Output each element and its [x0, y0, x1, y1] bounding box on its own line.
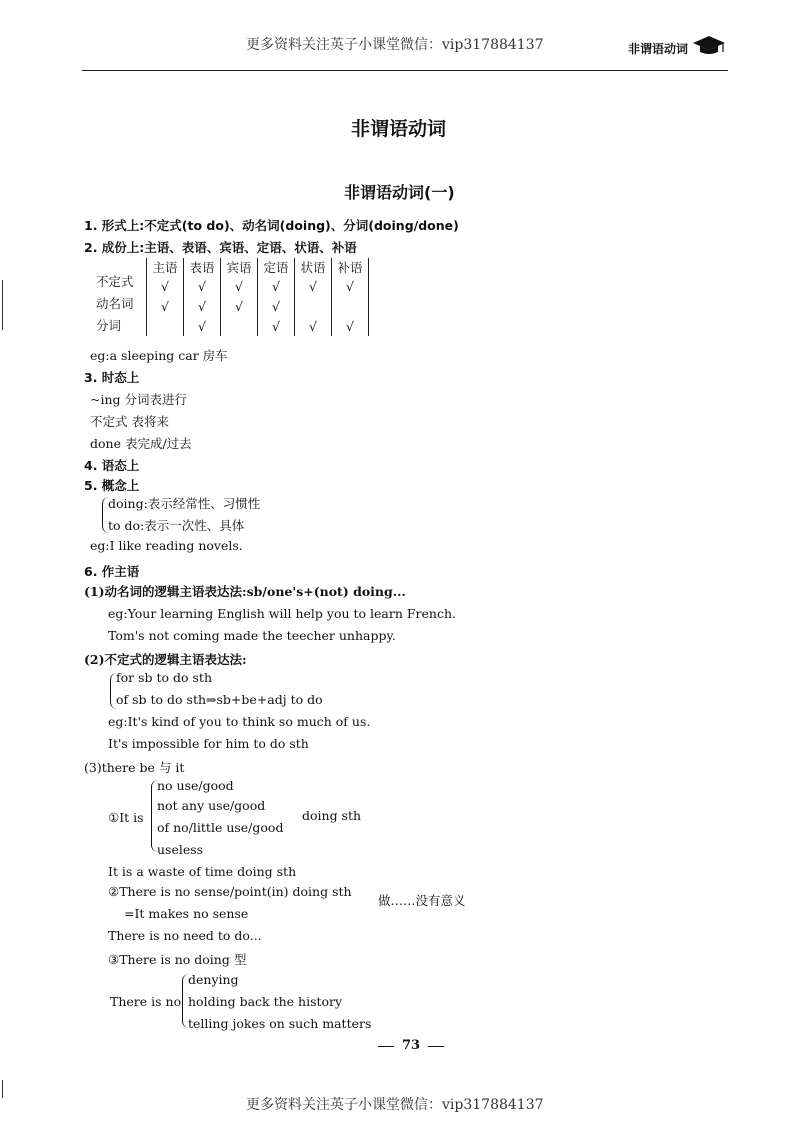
- edge-mark: [2, 1080, 3, 1098]
- point-1: 1. 形式上:不定式(to do)、动名词(doing)、分词(doing/done): [84, 218, 459, 233]
- tense-line: ~ing 分词表进行: [90, 392, 187, 407]
- there-option: telling jokes on such matters: [188, 1016, 372, 1031]
- column-header: 定语: [258, 258, 295, 276]
- table-cell: √: [221, 296, 258, 316]
- page-number-dash: [428, 1046, 444, 1047]
- no-doing-line: ③There is no doing 型: [108, 952, 247, 967]
- usage-table: [146, 258, 369, 336]
- table-cell: √: [147, 296, 184, 316]
- table-row: [147, 276, 369, 296]
- tense-line: done 表完成/过去: [90, 436, 192, 451]
- sense-line: ②There is no sense/point(in) doing sth: [108, 884, 352, 899]
- sense-equivalent: =It makes no sense: [124, 906, 249, 921]
- waste-line: It is a waste of time doing sth: [108, 864, 297, 879]
- example-line: eg:Your learning English will help you to learn French.: [108, 606, 456, 621]
- table-row: [147, 316, 369, 336]
- it-is-option: no use/good: [157, 778, 234, 793]
- point-3: 3. 时态上: [84, 370, 140, 385]
- there-is-no-label: There is no: [110, 994, 182, 1009]
- example-line: Tom's not coming made the teecher unhappy.: [108, 628, 396, 643]
- it-is-option: not any use/good: [157, 798, 266, 813]
- concept-line: doing:表示经常性、习惯性: [108, 496, 261, 511]
- point-2: 2. 成份上:主语、表语、宾语、定语、状语、补语: [84, 240, 357, 255]
- table-row: [147, 296, 369, 316]
- table-cell: √: [221, 276, 258, 296]
- point-5: 5. 概念上: [84, 478, 140, 493]
- example-line: It's impossible for him to do sth: [108, 736, 309, 751]
- table-cell: √: [332, 276, 369, 296]
- table-cell: [147, 316, 184, 336]
- table-cell: √: [258, 276, 295, 296]
- doing-sth-label: doing sth: [302, 808, 362, 823]
- watermark-top: 更多资料关注英子小课堂微信：vip317884137: [246, 37, 544, 53]
- example-line: eg:It's kind of you to think so much of us.: [108, 714, 371, 729]
- column-header: 状语: [295, 258, 332, 276]
- watermark-bottom: 更多资料关注英子小课堂微信：vip317884137: [246, 1097, 544, 1113]
- table-cell: √: [295, 316, 332, 336]
- row-label: 分词: [96, 318, 122, 333]
- need-line: There is no need to do...: [108, 928, 262, 943]
- page-number: 73: [402, 1038, 421, 1053]
- column-header: 补语: [332, 258, 369, 276]
- edge-mark: [2, 280, 3, 330]
- table-cell: √: [147, 276, 184, 296]
- table-cell: √: [184, 316, 221, 336]
- header-section-title: 非谓语动词: [628, 42, 689, 56]
- example-1: eg:a sleeping car 房车: [90, 348, 228, 363]
- point-6: 6. 作主语: [84, 564, 140, 579]
- table-cell: [221, 316, 258, 336]
- it-is-label: ①It is: [108, 810, 144, 825]
- section-subtitle: 非谓语动词(一): [344, 183, 455, 202]
- column-header: 宾语: [221, 258, 258, 276]
- column-header: 表语: [184, 258, 221, 276]
- it-is-option: of no/little use/good: [157, 820, 284, 835]
- graduation-cap-icon: [692, 34, 726, 56]
- point-4: 4. 语态上: [84, 458, 140, 473]
- table-cell: √: [184, 276, 221, 296]
- tense-line: 不定式 表将来: [90, 414, 169, 429]
- page-number-dash: [378, 1046, 394, 1047]
- table-cell: √: [295, 276, 332, 296]
- table-cell: [295, 296, 332, 316]
- sense-note: 做……没有意义: [378, 893, 466, 908]
- example-2: eg:I like reading novels.: [90, 538, 243, 553]
- logic-subject-line: of sb to do sth⇒sb+be+adj to do: [116, 692, 323, 707]
- row-label: 不定式: [96, 274, 134, 289]
- it-is-option: useless: [157, 842, 204, 857]
- table-cell: [332, 296, 369, 316]
- table-cell: √: [258, 316, 295, 336]
- concept-line: to do:表示一次性、具体: [108, 518, 245, 533]
- table-cell: √: [258, 296, 295, 316]
- column-header: 主语: [147, 258, 184, 276]
- table-cell: √: [184, 296, 221, 316]
- subpoint-6-1: (1)动名词的逻辑主语表达法:sb/one's+(not) doing...: [84, 584, 406, 599]
- header-rule: [82, 70, 728, 71]
- subpoint-6-2: (2)不定式的逻辑主语表达法:: [84, 652, 247, 667]
- table-cell: √: [332, 316, 369, 336]
- there-option: holding back the history: [188, 994, 343, 1009]
- row-label: 动名词: [96, 296, 134, 311]
- logic-subject-line: for sb to do sth: [116, 670, 213, 685]
- subpoint-6-3: (3)there be 与 it: [84, 760, 185, 775]
- there-option: denying: [188, 972, 239, 987]
- page-title: 非谓语动词: [351, 118, 447, 140]
